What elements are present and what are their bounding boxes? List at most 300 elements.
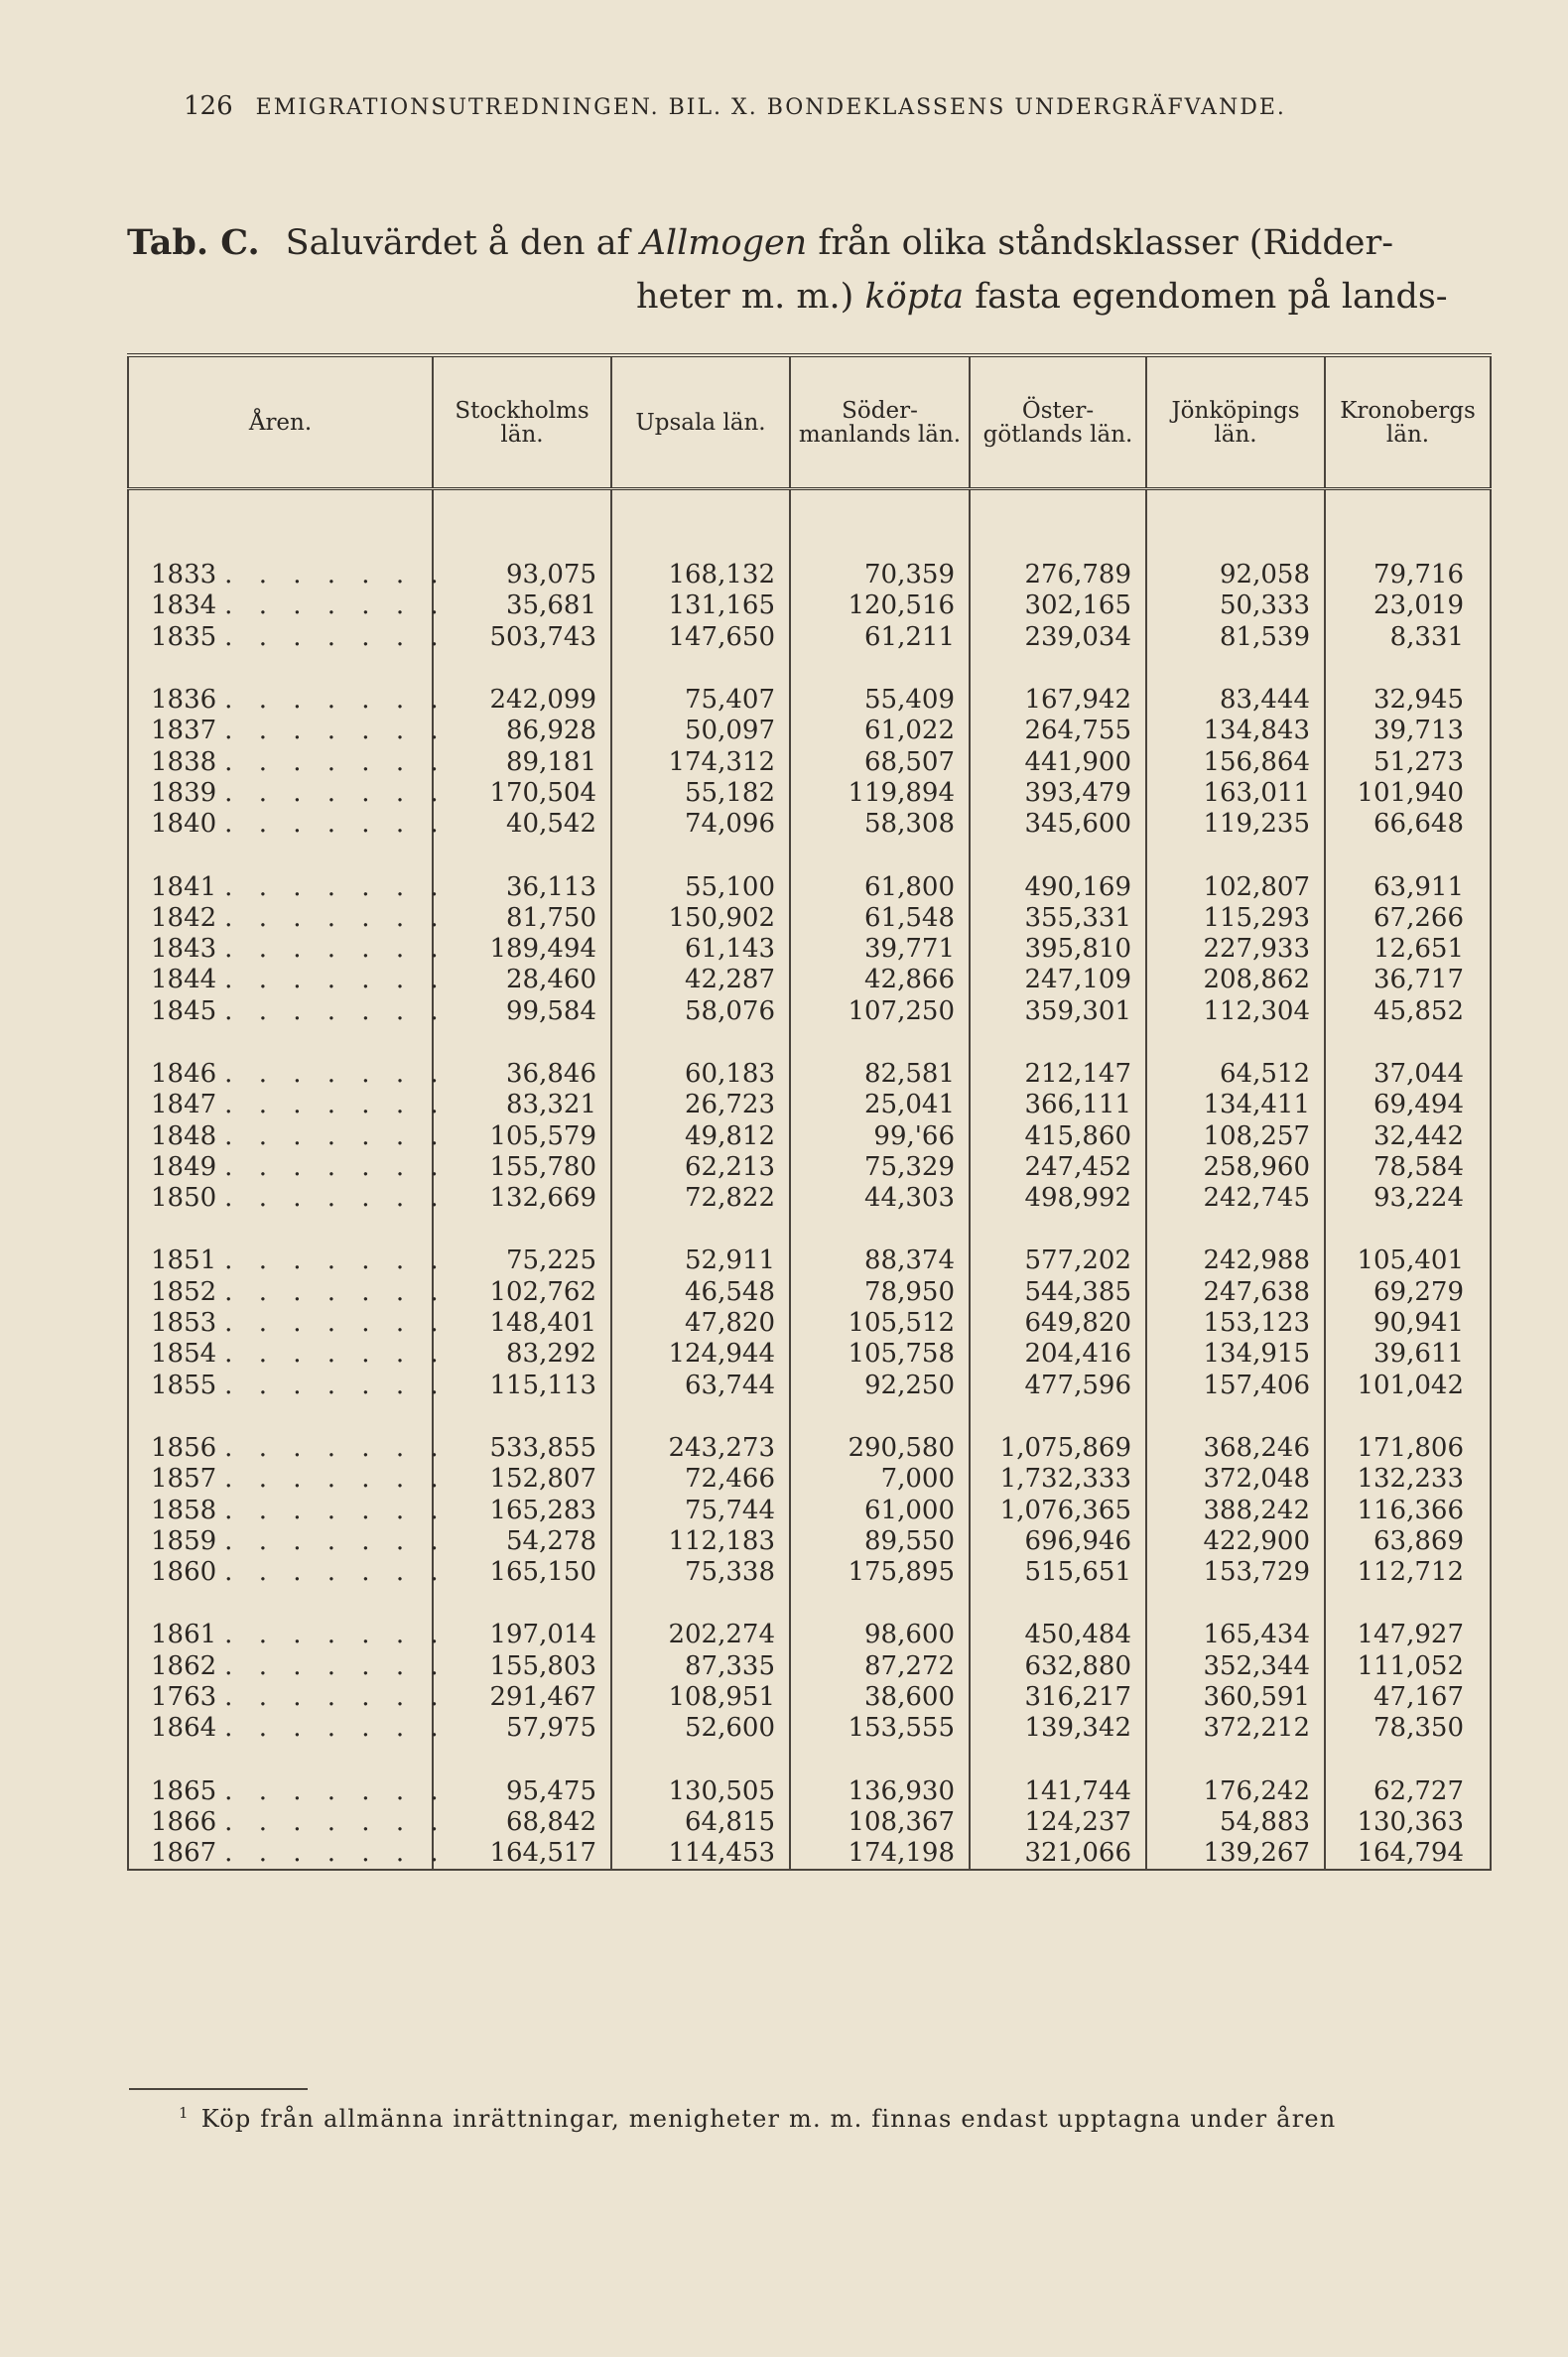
value-cell: 61,000 (790, 1495, 970, 1525)
value-cell: 36,717 (1325, 965, 1491, 995)
value-cell: 54,883 (1146, 1807, 1325, 1838)
leader-dots: . . . . . . . (224, 1183, 448, 1214)
value-cell: 66,648 (1325, 809, 1491, 840)
value-cell: 1,076,365 (970, 1495, 1146, 1525)
leader-dots: . . . . . . . (224, 1713, 448, 1744)
spacer-cell (611, 489, 790, 561)
page-number: 126 (184, 91, 233, 121)
value-cell: 83,292 (433, 1339, 611, 1370)
value-cell: 189,494 (433, 934, 611, 965)
value-cell: 165,283 (433, 1495, 611, 1525)
year-value: 1845 (151, 995, 217, 1026)
value-cell: 212,147 (970, 1059, 1146, 1090)
group-spacer (128, 653, 1491, 685)
group-spacer (128, 489, 1491, 561)
value-cell: 498,992 (970, 1183, 1146, 1214)
value-cell: 49,812 (611, 1120, 790, 1151)
table-row (128, 622, 1491, 653)
year-cell (128, 1432, 448, 1464)
table-row (128, 685, 1491, 716)
leader-dots: . . . . . . . (224, 809, 448, 840)
value-cell: 239,034 (970, 622, 1146, 653)
value-cell: 372,048 (1146, 1464, 1325, 1495)
value-cell: 276,789 (970, 560, 1146, 590)
leader-dots: . . . . . . . (224, 1682, 448, 1713)
value-cell: 32,442 (1325, 1120, 1491, 1151)
value-cell: 108,257 (1146, 1120, 1325, 1151)
year-cell (128, 1620, 448, 1650)
year-value: 1847 (151, 1090, 217, 1120)
group-spacer (128, 1214, 1491, 1245)
value-cell: 111,052 (1325, 1651, 1491, 1682)
value-cell: 75,225 (433, 1245, 611, 1276)
table-row (128, 1308, 1491, 1339)
value-cell: 75,338 (611, 1557, 790, 1588)
column-header-county: Öster-götlands län. (970, 355, 1146, 489)
year-value: 1763 (151, 1682, 217, 1713)
value-cell: 105,512 (790, 1308, 970, 1339)
value-cell: 395,810 (970, 934, 1146, 965)
value-cell: 131,165 (611, 590, 790, 621)
leader-dots: . . . . . . . (224, 1495, 448, 1525)
table-caption (127, 216, 1516, 324)
running-header (184, 91, 1503, 121)
year-value: 1849 (151, 1151, 217, 1182)
value-cell: 204,416 (970, 1339, 1146, 1370)
year-cell (128, 1151, 448, 1183)
leader-dots: . . . . . . . (224, 1838, 448, 1869)
footnote-mark: 1 (179, 2104, 190, 2122)
value-cell: 83,321 (433, 1090, 611, 1120)
value-cell: 649,820 (970, 1308, 1146, 1339)
value-cell: 92,058 (1146, 560, 1325, 590)
year-value: 1843 (151, 934, 217, 965)
year-value: 1833 (151, 560, 217, 590)
footnote (179, 2104, 1508, 2133)
value-cell: 25,041 (790, 1090, 970, 1120)
table-row (128, 746, 1491, 777)
spacer-cell (790, 1745, 970, 1776)
value-cell: 26,723 (611, 1090, 790, 1120)
spacer-cell (128, 1745, 433, 1776)
value-cell: 134,411 (1146, 1090, 1325, 1120)
value-cell: 242,988 (1146, 1245, 1325, 1276)
value-cell: 72,466 (611, 1464, 790, 1495)
year-value: 1850 (151, 1183, 217, 1214)
spacer-cell (970, 653, 1146, 685)
value-cell: 12,651 (1325, 934, 1491, 965)
value-cell: 227,933 (1146, 934, 1325, 965)
year-cell (128, 1183, 448, 1214)
value-cell: 359,301 (970, 996, 1146, 1027)
value-cell: 75,407 (611, 685, 790, 716)
value-cell: 174,312 (611, 746, 790, 777)
value-cell: 345,600 (970, 809, 1146, 840)
value-cell: 112,712 (1325, 1557, 1491, 1588)
leader-dots: . . . . . . . (224, 871, 448, 902)
leader-dots: . . . . . . . (224, 902, 448, 933)
year-cell (128, 1370, 448, 1401)
year-value: 1861 (151, 1620, 217, 1650)
year-value: 1853 (151, 1308, 217, 1339)
value-cell: 174,198 (790, 1838, 970, 1870)
value-cell: 171,806 (1325, 1433, 1491, 1464)
leader-dots: . . . . . . . (224, 1432, 448, 1463)
value-cell: 63,869 (1325, 1526, 1491, 1557)
table-row (128, 1807, 1491, 1838)
value-cell: 75,329 (790, 1152, 970, 1183)
value-cell: 39,771 (790, 934, 970, 965)
table-row (128, 903, 1491, 934)
column-header-county: Stockholms län. (433, 355, 611, 489)
year-value: 1840 (151, 809, 217, 840)
value-cell: 87,335 (611, 1651, 790, 1682)
value-cell: 64,815 (611, 1807, 790, 1838)
value-cell: 86,928 (433, 716, 611, 746)
table-row (128, 871, 1491, 902)
value-cell: 290,580 (790, 1433, 970, 1464)
year-value: 1855 (151, 1370, 217, 1400)
leader-dots: . . . . . . . (224, 995, 448, 1026)
year-value: 1835 (151, 621, 217, 652)
value-cell: 208,862 (1146, 965, 1325, 995)
spacer-cell (1146, 1401, 1325, 1433)
spacer-cell (790, 1401, 970, 1433)
year-cell (128, 1525, 448, 1557)
value-cell: 197,014 (433, 1620, 611, 1650)
spacer-cell (128, 1588, 433, 1620)
value-cell: 99,584 (433, 996, 611, 1027)
spacer-cell (970, 489, 1146, 561)
year-value: 1837 (151, 716, 217, 746)
year-cell (128, 560, 448, 590)
value-cell: 115,293 (1146, 903, 1325, 934)
value-cell: 134,915 (1146, 1339, 1325, 1370)
leader-dots: . . . . . . . (224, 1090, 448, 1120)
year-cell (128, 1120, 448, 1151)
year-value: 1866 (151, 1806, 217, 1837)
value-cell: 69,279 (1325, 1277, 1491, 1308)
value-cell: 44,303 (790, 1183, 970, 1214)
year-value: 1851 (151, 1245, 217, 1276)
spacer-cell (1325, 1588, 1491, 1620)
spacer-cell (1146, 1027, 1325, 1059)
spacer-cell (1146, 489, 1325, 561)
value-cell: 35,681 (433, 590, 611, 621)
spacer-cell (433, 1588, 611, 1620)
value-cell: 108,951 (611, 1682, 790, 1713)
leader-dots: . . . . . . . (224, 1308, 448, 1339)
year-cell (128, 1775, 448, 1807)
value-cell: 39,713 (1325, 716, 1491, 746)
spacer-cell (970, 1027, 1146, 1059)
leader-dots: . . . . . . . (224, 1464, 448, 1495)
value-cell: 69,494 (1325, 1090, 1491, 1120)
year-cell (128, 685, 448, 716)
table-row (128, 1557, 1491, 1588)
column-header-county: Söder-manlands län. (790, 355, 970, 489)
leader-dots: . . . . . . . (224, 934, 448, 965)
value-cell: 153,555 (790, 1713, 970, 1744)
value-cell: 696,946 (970, 1526, 1146, 1557)
value-cell: 164,794 (1325, 1838, 1491, 1870)
spacer-cell (1325, 1214, 1491, 1245)
year-value: 1860 (151, 1557, 217, 1588)
value-cell: 153,729 (1146, 1557, 1325, 1588)
spacer-cell (970, 1745, 1146, 1776)
spacer-cell (1146, 1214, 1325, 1245)
spacer-cell (611, 1027, 790, 1059)
value-cell: 243,273 (611, 1433, 790, 1464)
value-cell: 490,169 (970, 871, 1146, 902)
spacer-cell (433, 653, 611, 685)
leader-dots: . . . . . . . (224, 1620, 448, 1650)
table-row (128, 1682, 1491, 1713)
table-row (128, 1433, 1491, 1464)
spacer-cell (611, 1588, 790, 1620)
spacer-cell (1146, 1588, 1325, 1620)
value-cell: 102,807 (1146, 871, 1325, 902)
value-cell: 70,359 (790, 560, 970, 590)
value-cell: 247,452 (970, 1152, 1146, 1183)
leader-dots: . . . . . . . (224, 1276, 448, 1307)
value-cell: 114,453 (611, 1838, 790, 1870)
value-cell: 67,266 (1325, 903, 1491, 934)
year-cell (128, 716, 448, 746)
value-cell: 291,467 (433, 1682, 611, 1713)
year-cell (128, 809, 448, 840)
value-cell: 352,344 (1146, 1651, 1325, 1682)
value-cell: 62,213 (611, 1152, 790, 1183)
table-row (128, 560, 1491, 590)
table-row (128, 590, 1491, 621)
value-cell: 124,237 (970, 1807, 1146, 1838)
year-cell (128, 1557, 448, 1588)
group-spacer (128, 1745, 1491, 1776)
value-cell: 93,075 (433, 560, 611, 590)
value-cell: 415,860 (970, 1120, 1146, 1151)
spacer-cell (970, 1214, 1146, 1245)
value-cell: 372,212 (1146, 1713, 1325, 1744)
year-value: 1864 (151, 1713, 217, 1744)
value-cell: 64,512 (1146, 1059, 1325, 1090)
table-row (128, 1495, 1491, 1525)
year-value: 1848 (151, 1120, 217, 1151)
leader-dots: . . . . . . . (224, 1120, 448, 1151)
spacer-cell (790, 1588, 970, 1620)
year-cell (128, 1464, 448, 1495)
value-cell: 61,548 (790, 903, 970, 934)
table-row (128, 1059, 1491, 1090)
value-cell: 148,401 (433, 1308, 611, 1339)
table-row (128, 1371, 1491, 1401)
value-cell: 132,233 (1325, 1464, 1491, 1495)
value-cell: 7,000 (790, 1464, 970, 1495)
table-row (128, 778, 1491, 809)
value-cell: 52,911 (611, 1245, 790, 1276)
value-cell: 503,743 (433, 622, 611, 653)
year-value: 1858 (151, 1495, 217, 1525)
spacer-cell (790, 653, 970, 685)
value-cell: 47,167 (1325, 1682, 1491, 1713)
column-header-county: Upsala län. (611, 355, 790, 489)
year-cell (128, 1308, 448, 1339)
spacer-cell (790, 1027, 970, 1059)
value-cell: 157,406 (1146, 1371, 1325, 1401)
column-header-county: Jönköpings län. (1146, 355, 1325, 489)
value-cell: 105,579 (433, 1120, 611, 1151)
value-cell: 55,182 (611, 778, 790, 809)
leader-dots: . . . . . . . (224, 560, 448, 590)
value-cell: 61,800 (790, 871, 970, 902)
spacer-cell (790, 489, 970, 561)
year-value: 1857 (151, 1464, 217, 1495)
value-cell: 101,940 (1325, 778, 1491, 809)
group-spacer (128, 840, 1491, 871)
year-value: 1856 (151, 1432, 217, 1463)
year-cell (128, 902, 448, 934)
value-cell: 78,950 (790, 1277, 970, 1308)
spacer-cell (1325, 653, 1491, 685)
spacer-cell (611, 1214, 790, 1245)
value-cell: 102,762 (433, 1277, 611, 1308)
value-cell: 321,066 (970, 1838, 1146, 1870)
leader-dots: . . . . . . . (224, 777, 448, 808)
value-cell: 55,409 (790, 685, 970, 716)
leader-dots: . . . . . . . (224, 1370, 448, 1400)
value-cell: 139,267 (1146, 1838, 1325, 1870)
leader-dots: . . . . . . . (224, 1339, 448, 1370)
table-row (128, 1120, 1491, 1151)
value-cell: 93,224 (1325, 1183, 1491, 1214)
spacer-cell (128, 1027, 433, 1059)
value-cell: 302,165 (970, 590, 1146, 621)
table-label: Tab. C. (127, 222, 260, 263)
year-cell (128, 995, 448, 1027)
value-cell: 40,542 (433, 809, 611, 840)
table-row (128, 716, 1491, 746)
value-cell: 58,076 (611, 996, 790, 1027)
value-cell: 477,596 (970, 1371, 1146, 1401)
spacer-cell (970, 1401, 1146, 1433)
value-cell: 95,475 (433, 1776, 611, 1807)
year-cell (128, 1059, 448, 1090)
value-cell: 156,864 (1146, 746, 1325, 777)
value-cell: 32,945 (1325, 685, 1491, 716)
table-row (128, 1152, 1491, 1183)
value-cell: 119,235 (1146, 809, 1325, 840)
group-spacer (128, 1027, 1491, 1059)
value-cell: 147,927 (1325, 1620, 1491, 1650)
leader-dots: . . . . . . . (224, 1650, 448, 1681)
value-cell: 89,181 (433, 746, 611, 777)
spacer-cell (433, 1745, 611, 1776)
table-row (128, 1183, 1491, 1214)
value-cell: 247,109 (970, 965, 1146, 995)
value-cell: 515,651 (970, 1557, 1146, 1588)
sale-value-table (127, 353, 1492, 1871)
year-value: 1846 (151, 1059, 217, 1089)
leader-dots: . . . . . . . (224, 685, 448, 716)
column-header-years: Åren. (128, 355, 433, 489)
value-cell: 61,143 (611, 934, 790, 965)
value-cell: 83,444 (1146, 685, 1325, 716)
value-cell: 533,855 (433, 1433, 611, 1464)
value-cell: 50,333 (1146, 590, 1325, 621)
value-cell: 115,113 (433, 1371, 611, 1401)
value-cell: 393,479 (970, 778, 1146, 809)
year-cell (128, 777, 448, 809)
spacer-cell (433, 1214, 611, 1245)
caption-emphasis-allmogen: Allmogen (640, 223, 808, 263)
table-row (128, 1651, 1491, 1682)
value-cell: 58,308 (790, 809, 970, 840)
value-cell: 170,504 (433, 778, 611, 809)
year-value: 1841 (151, 871, 217, 902)
value-cell: 8,331 (1325, 622, 1491, 653)
value-cell: 63,911 (1325, 871, 1491, 902)
year-value: 1836 (151, 685, 217, 716)
value-cell: 81,539 (1146, 622, 1325, 653)
year-cell (128, 934, 448, 965)
group-spacer (128, 1588, 1491, 1620)
column-header-county: Kronobergs län. (1325, 355, 1491, 489)
value-cell: 139,342 (970, 1713, 1146, 1744)
value-cell: 441,900 (970, 746, 1146, 777)
value-cell: 577,202 (970, 1245, 1146, 1276)
value-cell: 134,843 (1146, 716, 1325, 746)
value-cell: 37,044 (1325, 1059, 1491, 1090)
spacer-cell (1325, 1401, 1491, 1433)
value-cell: 105,758 (790, 1339, 970, 1370)
value-cell: 150,902 (611, 903, 790, 934)
spacer-cell (1325, 1027, 1491, 1059)
value-cell: 92,250 (790, 1371, 970, 1401)
value-cell: 42,287 (611, 965, 790, 995)
value-cell: 132,669 (433, 1183, 611, 1214)
value-cell: 163,011 (1146, 778, 1325, 809)
value-cell: 422,900 (1146, 1526, 1325, 1557)
value-cell: 68,842 (433, 1807, 611, 1838)
value-cell: 99,'66 (790, 1120, 970, 1151)
value-cell: 46,548 (611, 1277, 790, 1308)
table-row (128, 996, 1491, 1027)
value-cell: 23,019 (1325, 590, 1491, 621)
running-title: EMIGRATIONSUTREDNINGEN. BIL. X. BONDEKLASSENS UNDERGRÄFVANDE. (255, 95, 1286, 120)
value-cell: 155,803 (433, 1651, 611, 1682)
value-cell: 112,183 (611, 1526, 790, 1557)
year-cell (128, 1838, 448, 1870)
year-cell (128, 1806, 448, 1838)
spacer-cell (611, 1401, 790, 1433)
year-value: 1842 (151, 902, 217, 933)
spacer-cell (790, 840, 970, 871)
value-cell: 368,246 (1146, 1433, 1325, 1464)
spacer-cell (433, 1027, 611, 1059)
year-value: 1839 (151, 777, 217, 808)
value-cell: 39,611 (1325, 1339, 1491, 1370)
value-cell: 116,366 (1325, 1495, 1491, 1525)
leader-dots: . . . . . . . (224, 1059, 448, 1089)
value-cell: 155,780 (433, 1152, 611, 1183)
year-cell (128, 1090, 448, 1120)
value-cell: 101,042 (1325, 1371, 1491, 1401)
value-cell: 75,744 (611, 1495, 790, 1525)
leader-dots: . . . . . . . (224, 1151, 448, 1182)
year-cell (128, 1682, 448, 1713)
caption-line2-start: heter m. m.) (636, 277, 865, 317)
leader-dots: . . . . . . . (224, 621, 448, 652)
